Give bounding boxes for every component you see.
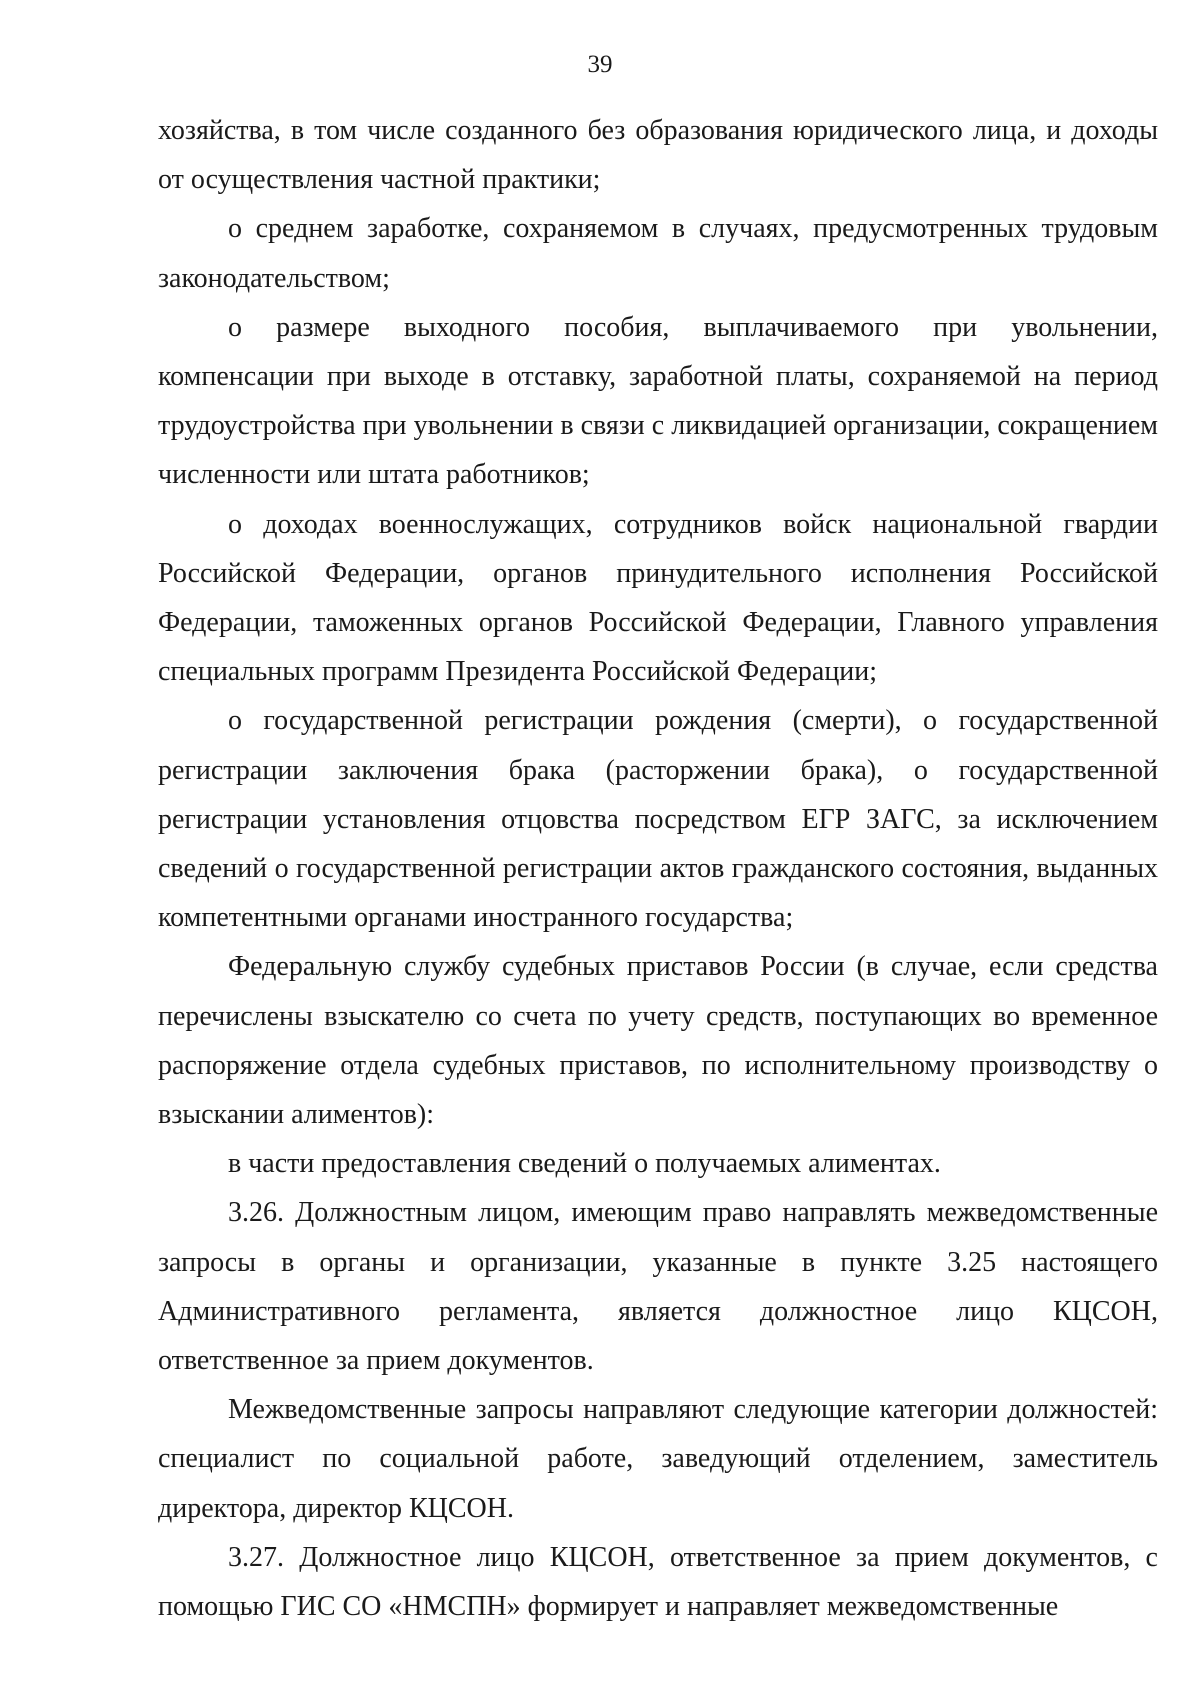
paragraph-alimony: в части предоставления сведений о получаемых алиментах.: [228, 1148, 941, 1180]
paragraph-request-categories: Межведомственные запросы направляют следующие категории должностей: специалист по социальной работе, заведующий отделением, заместитель директора, директор КЦСОН.: [158, 1394, 1158, 1524]
paragraph-severance: о размере выходного пособия, выплачиваемого при увольнении, компенсации при выходе в отставку, заработной платы, сохраняемой на период трудоустройства при увольнении в связи с ликвидацией организации, сокращением численности или штата работников;: [158, 311, 1158, 491]
paragraph-bailiff-service: Федеральную службу судебных приставов России (в случае, если средства перечислены взыскателю со счета по учету средств, поступающих во временное распоряжение отдела судебных приставов, по исполнительному производству о взыскании алиментов):: [158, 951, 1158, 1131]
page-number: 39: [587, 51, 613, 78]
document-body: [158, 106, 1158, 1631]
paragraph-average-earnings: о среднем заработке, сохраняемом в случаях, предусмотренных трудовым законодательством;: [158, 213, 1158, 294]
paragraph-section-3-26: 3.26. Должностным лицом, имеющим право направлять межведомственные запросы в органы и организации, указанные в пункте 3.25 настоящего Административного регламента, является должностное лицо КЦСОН, ответственное за прием документов.: [158, 1197, 1158, 1377]
paragraph-section-3-27: 3.27. Должностное лицо КЦСОН, ответственное за прием документов, с помощью ГИС СО «НМСПН» формирует и направляет межведомственные: [158, 1541, 1158, 1623]
paragraph-continuation: хозяйства, в том числе созданного без образования юридического лица, и доходы от осуществления частной практики;: [158, 115, 1158, 196]
paragraph-military-income: о доходах военнослужащих, сотрудников войск национальной гвардии Российской Федерации, органов принудительного исполнения Российской Федерации, таможенных органов Российской Федерации, Главного управления специальных программ Президента Российской Федерации;: [158, 508, 1158, 688]
paragraph-civil-registration: о государственной регистрации рождения (смерти), о государственной регистрации заключения брака (расторжении брака), о государственной регистрации установления отцовства посредством ЕГР ЗАГС, за исключением сведений о государственной регистрации актов гражданского состояния, выданных компетентными органами иностранного государства;: [158, 705, 1158, 934]
